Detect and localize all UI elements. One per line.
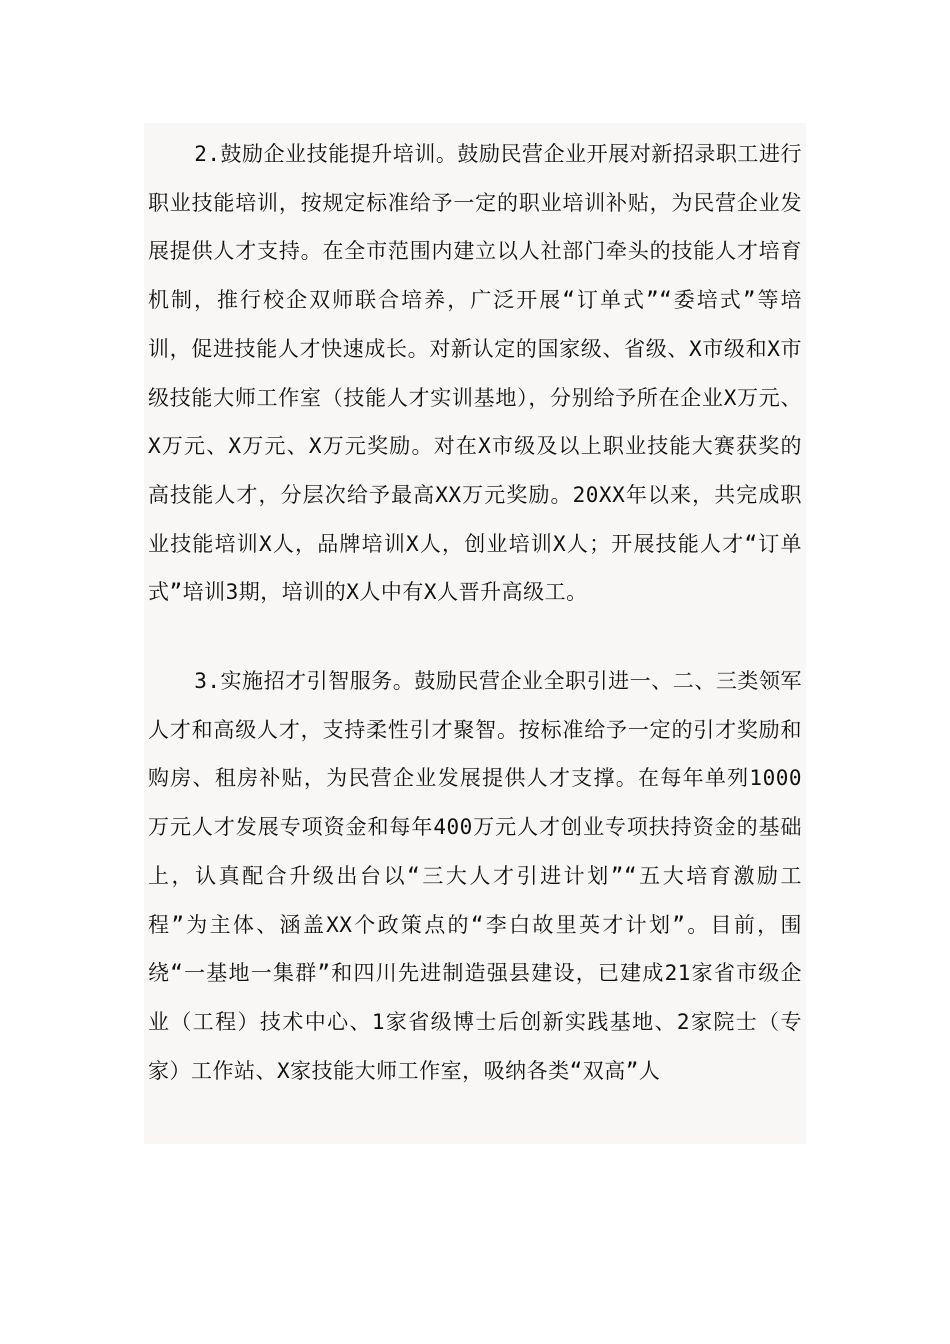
paragraph-talent-recruitment: 3.实施招才引智服务。鼓励民营企业全职引进一、二、三类领军人才和高级人才，支持柔性引才聚智。按标准给予一定的引才奖励和购房、租房补贴，为民营企业发展提供人才支撑。在每年单列1000万元人才发展专项资金和每年400万元人才创业专项扶持资金的基础上，认真配合升级出台以“三大人才引进计划”“五大培育激励工程”为主体、涵盖XX个政策点的“李白故里英才计划”。目前，围绕“一基地一集群”和四川先进制造强县建设，已建成21家省市级企业（工程）技术中心、1家省级博士后创新实践基地、2家院士（专家）工作站、X家技能大师工作室，吸纳各类“双高”人 (148, 669, 802, 1083)
paragraph-skills-training: 2.鼓励企业技能提升培训。鼓励民营企业开展对新招录职工进行职业技能培训，按规定标准给予一定的职业培训补贴，为民营企业发展提供人才支持。在全市范围内建立以人社部门牵头的技能人才培育机制，推行校企双师联合培养，广泛开展“订单式”“委培式”等培训，促进技能人才快速成长。对新认定的国家级、省级、X市级和X市级技能大师工作室（技能人才实训基地），分别给予所在企业X万元、X万元、X万元、X万元奖励。对在X市级及以上职业技能大赛获奖的高技能人才，分层次给予最高XX万元奖励。20XX年以来，共完成职业技能培训X人，品牌培训X人，创业培训X人；开展技能人才“订单式”培训3期，培训的X人中有X人晋升高级工。 (148, 142, 802, 605)
document-body (144, 123, 806, 1144)
